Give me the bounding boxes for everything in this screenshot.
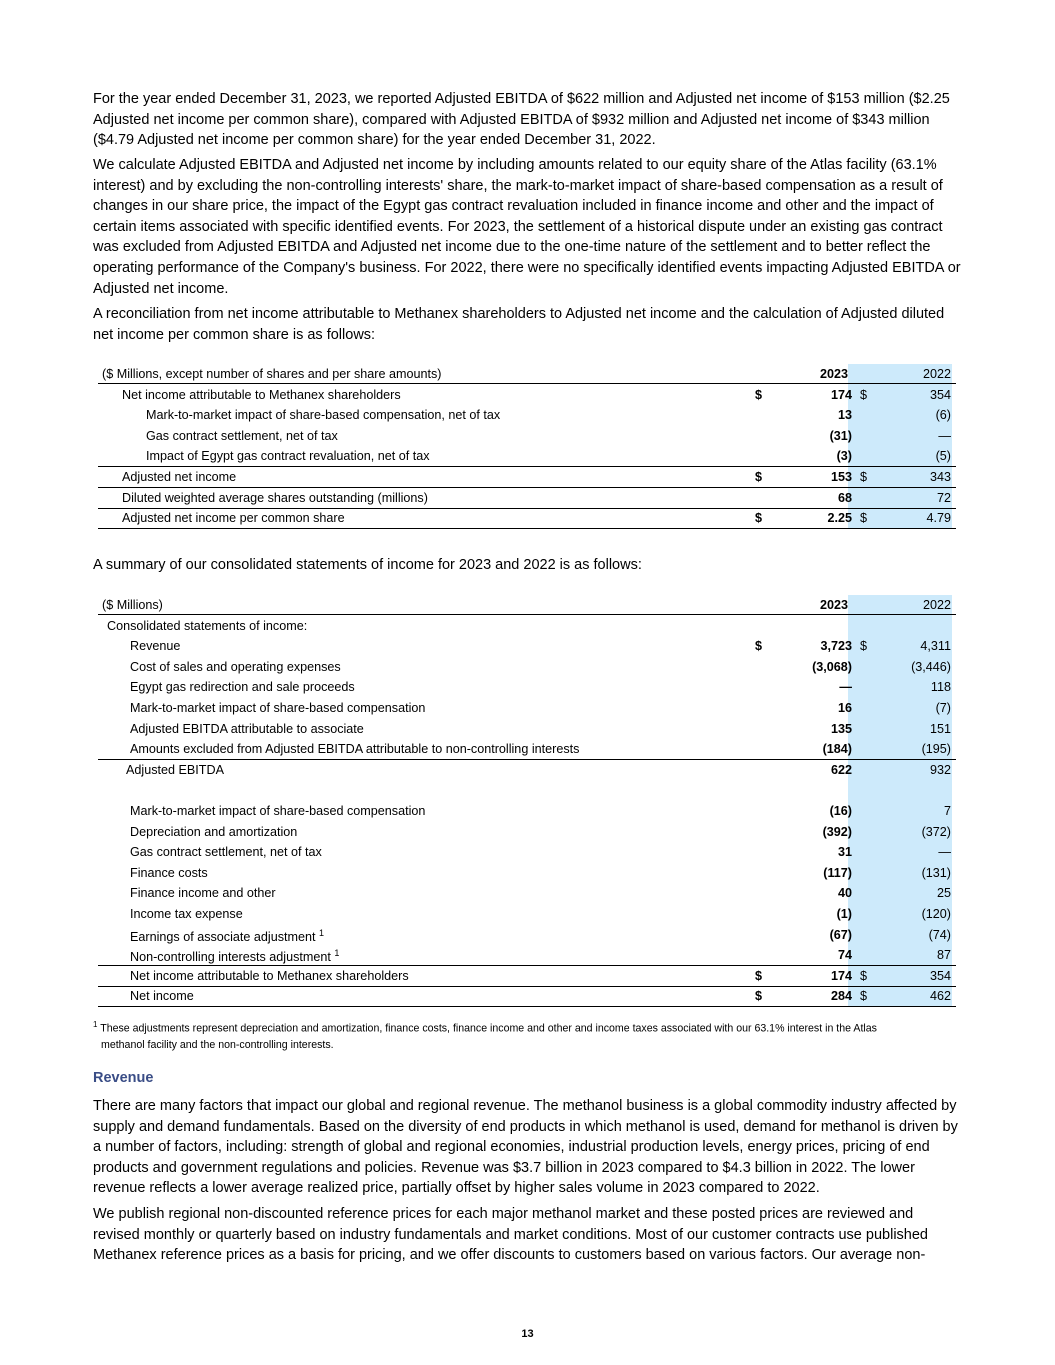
table-header-row <box>98 595 956 616</box>
row-label: Egypt gas redirection and sale proceeds <box>130 680 355 695</box>
value-2022: 354 <box>929 968 951 983</box>
row-label: Impact of Egypt gas contract revaluation, net of tax <box>146 449 430 464</box>
table-header-label: ($ Millions) <box>102 598 163 612</box>
value-2023: (392) <box>822 824 852 839</box>
row-label: Amounts excluded from Adjusted EBITDA attributable to non-controlling interests <box>130 742 580 757</box>
income-statement-table <box>98 595 956 1009</box>
dollar-sign: $ <box>755 511 763 526</box>
revenue-paragraph-2: We publish regional non-discounted reference prices for each major methanol market and these posted prices are reviewed and revised monthly or quarterly based on industry fundamentals and market conditions. Most of our customer contracts use published Methanex reference prices as a basis for pricing, and we offer discounts to customers based on various factors. Our average non- <box>93 1206 928 1264</box>
row-label: Mark-to-market impact of share-based compensation, net of tax <box>146 408 501 423</box>
value-2023: 622 <box>830 762 852 777</box>
value-2022: (7) <box>935 701 951 715</box>
value-2022: — <box>938 428 951 443</box>
value-2022: (74) <box>928 927 951 942</box>
table-row <box>98 719 956 740</box>
table-row <box>98 508 956 529</box>
adjusted-net-income-table <box>98 364 956 530</box>
dollar-sign: $ <box>755 989 763 1004</box>
dollar-sign: $ <box>860 989 868 1004</box>
value-2023: 3,723 <box>820 639 852 654</box>
row-label: Adjusted EBITDA attributable to associate <box>130 721 364 736</box>
table-row <box>98 966 956 987</box>
value-2023: (31) <box>829 428 852 443</box>
column-header-2022: 2022 <box>922 598 951 612</box>
value-2022: 4,311 <box>920 639 951 654</box>
value-2023: (67) <box>829 927 852 942</box>
value-2022: 7 <box>943 804 951 818</box>
value-2022: 932 <box>929 762 951 777</box>
row-label <box>130 948 339 964</box>
value-2023: 68 <box>837 490 852 505</box>
value-2023: 16 <box>837 701 852 715</box>
value-2022: (120) <box>921 907 951 921</box>
row-label: Gas contract settlement, net of tax <box>146 428 338 443</box>
table-row <box>98 698 956 719</box>
value-2023: (184) <box>822 742 852 757</box>
value-2023: 153 <box>830 470 852 484</box>
row-label: Gas contract settlement, net of tax <box>130 845 322 860</box>
value-2023: (16) <box>829 804 852 818</box>
page-number: 13 <box>521 1328 534 1340</box>
table-row <box>98 801 956 822</box>
footnote-marker: 1 <box>334 948 340 959</box>
table-row <box>98 863 956 884</box>
value-2022: 462 <box>929 989 951 1004</box>
intro-paragraph-2: We calculate Adjusted EBITDA and Adjusted net income by including amounts related to our equity share of the Atlas facility (63.1% interest) and by excluding the non-controlling interests' share, the mark-to-market impact of share-based compensation as a result of changes in our share price, the impact of the Egypt gas contract revaluation included in finance income and other and the impact of certain items associated with specific identified events. For 2023, the settlement of a historical dispute under an existing gas contract was excluded from Adjusted EBITDA and Adjusted net income due to the one-time nature of the settlement and to better reflect the operating performance of the Company's business. For 2022, there were no specifically identified events impacting Adjusted EBITDA or Adjusted net income. <box>93 157 961 297</box>
footnote-marker: 1 <box>319 927 325 938</box>
table-row <box>98 405 956 426</box>
row-label-text: Earnings of associate adjustment <box>130 929 316 944</box>
table-row <box>98 904 956 925</box>
row-label: Revenue <box>130 639 181 654</box>
table-row <box>98 657 956 678</box>
row-label: Adjusted EBITDA <box>126 762 224 777</box>
value-2022: — <box>938 845 951 860</box>
dollar-sign: $ <box>755 968 763 983</box>
value-2022: 25 <box>936 886 951 901</box>
table-row <box>98 739 956 760</box>
value-2023: 174 <box>830 968 852 983</box>
row-label: Finance income and other <box>130 886 276 901</box>
table-row <box>98 426 956 447</box>
column-header-2022: 2022 <box>922 367 951 381</box>
value-2022: 354 <box>929 387 951 402</box>
row-label <box>130 928 324 944</box>
value-2023: 135 <box>830 721 852 736</box>
table-row <box>98 842 956 863</box>
value-2023: 174 <box>830 387 852 402</box>
row-label: Mark-to-market impact of share-based compensation <box>130 701 426 715</box>
row-label: Finance costs <box>130 865 208 880</box>
dollar-sign: $ <box>755 470 763 484</box>
table-header-row <box>98 364 956 385</box>
column-header-2023: 2023 <box>819 598 848 612</box>
value-2022: 118 <box>930 680 951 695</box>
table-row <box>98 446 956 467</box>
value-2023: 31 <box>837 845 852 860</box>
dollar-sign: $ <box>755 387 763 402</box>
table-row <box>98 488 956 509</box>
value-2023: — <box>839 680 852 695</box>
row-label: Net income attributable to Methanex shareholders <box>130 968 409 983</box>
row-label: Income tax expense <box>130 907 243 921</box>
footnote-text-continued: methanol facility and the non-controlling interests. <box>101 1038 334 1051</box>
row-label: Depreciation and amortization <box>130 824 298 839</box>
section-row <box>98 616 956 637</box>
summary-intro-paragraph: A summary of our consolidated statements of income for 2023 and 2022 is as follows: <box>93 557 642 573</box>
dollar-sign: $ <box>860 470 868 484</box>
footnote-text: These adjustments represent depreciation and amortization, finance costs, finance income and other and income taxes associated with our 63.1% interest in the Atlas <box>100 1022 877 1035</box>
table-row <box>98 677 956 698</box>
row-label: Net income <box>130 989 194 1004</box>
value-2022: (3,446) <box>911 659 951 674</box>
row-label: Mark-to-market impact of share-based compensation <box>130 804 426 818</box>
value-2023: (3) <box>836 449 852 464</box>
footnote <box>93 1017 963 1053</box>
value-2022: (195) <box>921 742 951 757</box>
table-row <box>98 986 956 1007</box>
value-2023: 284 <box>830 989 852 1004</box>
divider <box>98 1006 956 1007</box>
dollar-sign: $ <box>860 387 868 402</box>
value-2022: (6) <box>935 408 951 423</box>
row-label-text: Non-controlling interests adjustment <box>130 950 331 965</box>
table-row <box>98 925 956 946</box>
row-label: Adjusted net income <box>122 470 237 484</box>
table-row <box>98 883 956 904</box>
row-label: Diluted weighted average shares outstanding (millions) <box>122 490 428 505</box>
table-row <box>98 822 956 843</box>
revenue-paragraph-1: There are many factors that impact our global and regional revenue. The methanol business is a global commodity industry affected by supply and demand fundamentals. Based on the diversity of end products in which methanol is used, demand for methanol is driven by a number of factors, including: strength of global and regional economies, industrial production levels, energy prices, pricing of end products and government regulations and policies. Revenue was $3.7 billion in 2023 compared to $4.3 billion in 2022. The lower revenue reflects a lower average realized price, partially offset by higher sales volume in 2023 compared to 2022. <box>93 1098 958 1197</box>
value-2023: 74 <box>837 948 852 963</box>
value-2023: 13 <box>837 408 852 423</box>
value-2022: (131) <box>921 865 951 880</box>
value-2022: (5) <box>935 449 951 464</box>
dollar-sign: $ <box>860 968 868 983</box>
intro-paragraph-1: For the year ended December 31, 2023, we reported Adjusted EBITDA of $622 million and Adjusted net income of $153 million ($2.25 Adjusted net income per common share), compared with Adjusted EBITDA of $932 million and Adjusted net income of $343 million ($4.79 Adjusted net income per common share) for the year ended December 31, 2022. <box>93 91 950 149</box>
value-2023: (3,068) <box>812 659 852 674</box>
dollar-sign: $ <box>860 639 868 654</box>
value-2022: 87 <box>936 948 951 963</box>
value-2023: (117) <box>823 865 852 880</box>
row-label: Net income attributable to Methanex shareholders <box>122 387 401 402</box>
table-row <box>98 467 956 488</box>
column-header-2023: 2023 <box>819 367 848 381</box>
value-2022: 72 <box>936 490 951 505</box>
row-label: Adjusted net income per common share <box>122 511 345 526</box>
table-row <box>98 636 956 657</box>
value-2022: 4.79 <box>926 511 951 526</box>
row-label: Cost of sales and operating expenses <box>130 659 341 674</box>
value-2022: 343 <box>929 470 951 484</box>
section-heading-revenue: Revenue <box>93 1070 154 1086</box>
intro-paragraph-3: A reconciliation from net income attributable to Methanex shareholders to Adjusted net income and the calculation of Adjusted diluted net income per common share is as follows: <box>93 306 945 343</box>
value-2022: (372) <box>921 824 951 839</box>
table-header-label: ($ Millions, except number of shares and per share amounts) <box>102 367 442 381</box>
table-row <box>98 945 956 966</box>
value-2022: 151 <box>929 721 951 736</box>
value-2023: 2.25 <box>827 511 852 526</box>
dollar-sign: $ <box>755 639 763 654</box>
section-label: Consolidated statements of income: <box>107 618 308 633</box>
divider <box>98 528 956 529</box>
table-row <box>98 760 956 781</box>
value-2023: (1) <box>836 907 852 921</box>
footnote-marker: 1 <box>93 1020 98 1029</box>
value-2023: 40 <box>837 886 852 901</box>
dollar-sign: $ <box>860 511 868 526</box>
table-row <box>98 385 956 406</box>
